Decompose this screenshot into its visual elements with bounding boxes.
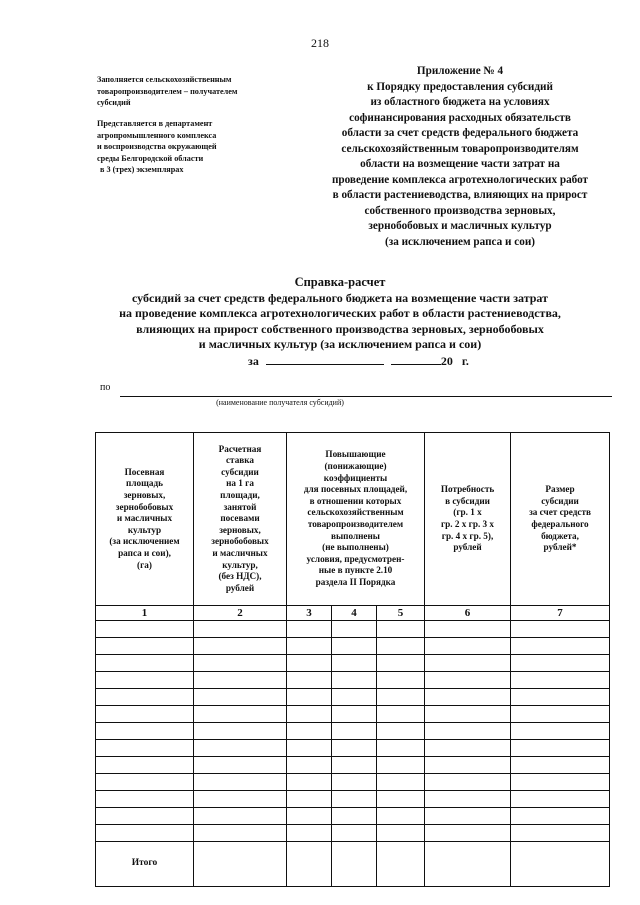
submit-note-line: Представляется в департамент [97, 119, 213, 128]
table-cell[interactable] [377, 689, 425, 706]
table-cell[interactable] [194, 621, 287, 638]
table-cell[interactable] [194, 638, 287, 655]
total-label: Итого [96, 842, 194, 887]
page-number: 218 [311, 36, 329, 50]
document-heading: Справка-расчет [294, 275, 386, 289]
table-cell[interactable] [425, 791, 511, 808]
recipient-caption: (наименование получателя субсидий) [216, 398, 344, 407]
table-cell[interactable] [96, 638, 194, 655]
table-cell[interactable] [377, 757, 425, 774]
table-cell[interactable] [332, 825, 377, 842]
fill-note [97, 74, 287, 109]
period-year: 20 [440, 354, 453, 368]
table-cell[interactable] [425, 825, 511, 842]
table-cell[interactable] [287, 791, 332, 808]
total-cell[interactable] [194, 842, 287, 887]
table-cell[interactable] [377, 655, 425, 672]
appendix-line: области за счет средств федерального бюджета [341, 127, 579, 139]
table-cell[interactable] [511, 689, 610, 706]
table-header-row [96, 433, 610, 606]
fill-note-line: товаропроизводителем – получателем [97, 86, 238, 96]
fill-note-line: Заполняется сельскохозяйственным [97, 75, 232, 84]
table-cell[interactable] [96, 621, 194, 638]
document-title-line: субсидий за счет средств федерального бюджета на возмещение части затрат [131, 290, 549, 305]
document-title [60, 275, 620, 353]
period-line [248, 353, 469, 369]
recipient-input-line[interactable] [120, 396, 612, 397]
period-blank-field[interactable] [266, 353, 384, 365]
table-row [96, 706, 610, 723]
table-cell[interactable] [377, 825, 425, 842]
table-cell[interactable] [194, 689, 287, 706]
table-row [96, 808, 610, 825]
table-cell[interactable] [511, 740, 610, 757]
header-subsidy-need: Потребность в субсидии (гр. 1 х гр. 2 х гр. 3 х гр. 4 х гр. 5), рублей [425, 433, 511, 606]
total-cell[interactable] [511, 842, 610, 887]
table-cell[interactable] [511, 672, 610, 689]
table-cell[interactable] [425, 655, 511, 672]
table-cell[interactable] [425, 621, 511, 638]
table-cell[interactable] [332, 672, 377, 689]
table-cell[interactable] [425, 638, 511, 655]
table-cell[interactable] [287, 740, 332, 757]
header-subsidy-amount: Размер субсидии за счет средств федерального бюджета, рублей* [511, 433, 610, 606]
table-row [96, 757, 610, 774]
table-cell[interactable] [332, 706, 377, 723]
table-cell[interactable] [96, 706, 194, 723]
table-cell[interactable] [332, 808, 377, 825]
table-cell[interactable] [377, 706, 425, 723]
table-cell[interactable] [332, 621, 377, 638]
appendix-line: в области растениеводства, влияющих на прирост [332, 189, 588, 201]
table-cell[interactable] [287, 621, 332, 638]
table-cell[interactable] [425, 706, 511, 723]
table-cell[interactable] [194, 655, 287, 672]
total-cell[interactable] [287, 842, 332, 887]
table-row [96, 638, 610, 655]
table-cell[interactable] [287, 706, 332, 723]
period-prefix: за [248, 354, 259, 368]
table-cell[interactable] [287, 808, 332, 825]
table-cell[interactable] [194, 757, 287, 774]
table-row [96, 723, 610, 740]
table-cell[interactable] [377, 740, 425, 757]
table-cell[interactable] [194, 774, 287, 791]
table-cell[interactable] [287, 672, 332, 689]
table-row [96, 791, 610, 808]
column-number: 3 [287, 606, 332, 621]
table-cell[interactable] [332, 774, 377, 791]
table-cell[interactable] [511, 723, 610, 740]
table-cell[interactable] [511, 655, 610, 672]
table-cell[interactable] [194, 672, 287, 689]
table-cell[interactable] [332, 723, 377, 740]
table-cell[interactable] [425, 808, 511, 825]
document-title-line: на проведение комплекса агротехнологических работ в области растениеводства, [119, 306, 561, 320]
submit-note-line: и воспроизводства окружающей [97, 142, 217, 151]
table-cell[interactable] [425, 723, 511, 740]
table-cell[interactable] [511, 621, 610, 638]
document-title-line: влияющих на прирост собственного производства зерновых, зернобобовых [136, 321, 544, 336]
column-number: 5 [377, 606, 425, 621]
submit-note-line: агропромышленного комплекса [97, 130, 217, 140]
table-row [96, 655, 610, 672]
submit-note-line: в 3 (трех) экземплярах [100, 165, 184, 174]
table-cell[interactable] [425, 672, 511, 689]
table-cell[interactable] [287, 689, 332, 706]
table-cell[interactable] [287, 638, 332, 655]
table-row [96, 740, 610, 757]
table-cell[interactable] [96, 723, 194, 740]
table-cell[interactable] [194, 825, 287, 842]
table-cell[interactable] [377, 672, 425, 689]
table-cell[interactable] [332, 689, 377, 706]
table-row [96, 689, 610, 706]
table-cell[interactable] [377, 638, 425, 655]
table-cell[interactable] [377, 791, 425, 808]
table-cell[interactable] [511, 706, 610, 723]
calculation-table [95, 432, 610, 887]
table-row [96, 774, 610, 791]
table-cell[interactable] [377, 723, 425, 740]
table-cell[interactable] [96, 757, 194, 774]
table-cell[interactable] [96, 808, 194, 825]
table-cell[interactable] [425, 689, 511, 706]
table-cell[interactable] [332, 655, 377, 672]
table-cell[interactable] [287, 757, 332, 774]
submit-note [97, 118, 287, 176]
table-cell[interactable] [194, 791, 287, 808]
table-cell[interactable] [96, 689, 194, 706]
appendix-line: софинансирования расходных обязательств [349, 111, 571, 124]
table-cell[interactable] [511, 808, 610, 825]
column-number-row [96, 606, 610, 621]
appendix-line: к Порядку предоставления субсидий [367, 80, 553, 93]
table-row [96, 825, 610, 842]
period-year-blank-field[interactable] [391, 353, 441, 365]
appendix-line: сельскохозяйственным товаропроизводителям [341, 142, 579, 155]
table-cell[interactable] [287, 825, 332, 842]
column-number: 2 [194, 606, 287, 621]
total-cell[interactable] [425, 842, 511, 887]
appendix-title: Приложение № 4 [416, 65, 504, 77]
appendix-line: собственного производства зерновых, [364, 204, 556, 217]
period-suffix: г. [461, 354, 469, 368]
header-sown-area: Посевная площадь зерновых, зернобобовых и масличных культур (за исключением рапса и сои), (га) [96, 433, 194, 606]
table-cell[interactable] [377, 621, 425, 638]
submit-note-line: среды Белгородской области [97, 153, 204, 163]
table-cell[interactable] [425, 740, 511, 757]
table-cell[interactable] [511, 791, 610, 808]
table-cell[interactable] [425, 757, 511, 774]
column-number: 4 [332, 606, 377, 621]
appendix-line: (за исключением рапса и сои) [385, 235, 535, 248]
fill-note-line: субсидий [97, 98, 131, 107]
total-cell[interactable] [377, 842, 425, 887]
table-cell[interactable] [194, 808, 287, 825]
table-cell[interactable] [96, 791, 194, 808]
table-cell[interactable] [96, 774, 194, 791]
appendix-header [310, 64, 610, 250]
table-cell[interactable] [511, 774, 610, 791]
table-cell[interactable] [96, 825, 194, 842]
table-cell[interactable] [332, 740, 377, 757]
appendix-line: проведение комплекса агротехнологических работ [331, 173, 589, 186]
table-cell[interactable] [511, 825, 610, 842]
table-cell[interactable] [425, 774, 511, 791]
table-cell[interactable] [377, 774, 425, 791]
table-cell[interactable] [287, 655, 332, 672]
table-cell[interactable] [511, 757, 610, 774]
table-cell[interactable] [511, 638, 610, 655]
table-cell[interactable] [332, 757, 377, 774]
column-number: 6 [425, 606, 511, 621]
appendix-line: из областного бюджета на условиях [370, 96, 550, 108]
total-cell[interactable] [332, 842, 377, 887]
column-number: 7 [511, 606, 610, 621]
table-cell[interactable] [194, 723, 287, 740]
total-row [96, 842, 610, 887]
document-title-line: и масличных культур (за исключением рапса и сои) [198, 337, 482, 351]
table-cell[interactable] [332, 638, 377, 655]
appendix-line: области на возмещение части затрат на [360, 158, 560, 170]
table-cell[interactable] [287, 723, 332, 740]
table-cell[interactable] [377, 808, 425, 825]
table-cell[interactable] [96, 740, 194, 757]
column-number: 1 [96, 606, 194, 621]
table-cell[interactable] [96, 655, 194, 672]
recipient-label: по [100, 382, 111, 393]
table-cell[interactable] [332, 791, 377, 808]
header-subsidy-rate: Расчетная ставка субсидии на 1 га площади, занятой посевами зерновых, зернобобовых и масличных культур, (без НДС), рублей [194, 433, 287, 606]
table-cell[interactable] [96, 672, 194, 689]
table-row [96, 621, 610, 638]
table-row [96, 672, 610, 689]
table-cell[interactable] [287, 774, 332, 791]
header-coefficients: Повышающие (понижающие) коэффициенты для посевных площадей, в отношении которых сельскохозяйственным товаропроизводителем выполнены (не выполнены) условия, предусмотрен- ные в пункте 2.10 раздела II Порядка [287, 433, 425, 606]
table-cell[interactable] [194, 740, 287, 757]
appendix-line: зернобобовых и масличных культур [368, 220, 552, 232]
table-cell[interactable] [194, 706, 287, 723]
